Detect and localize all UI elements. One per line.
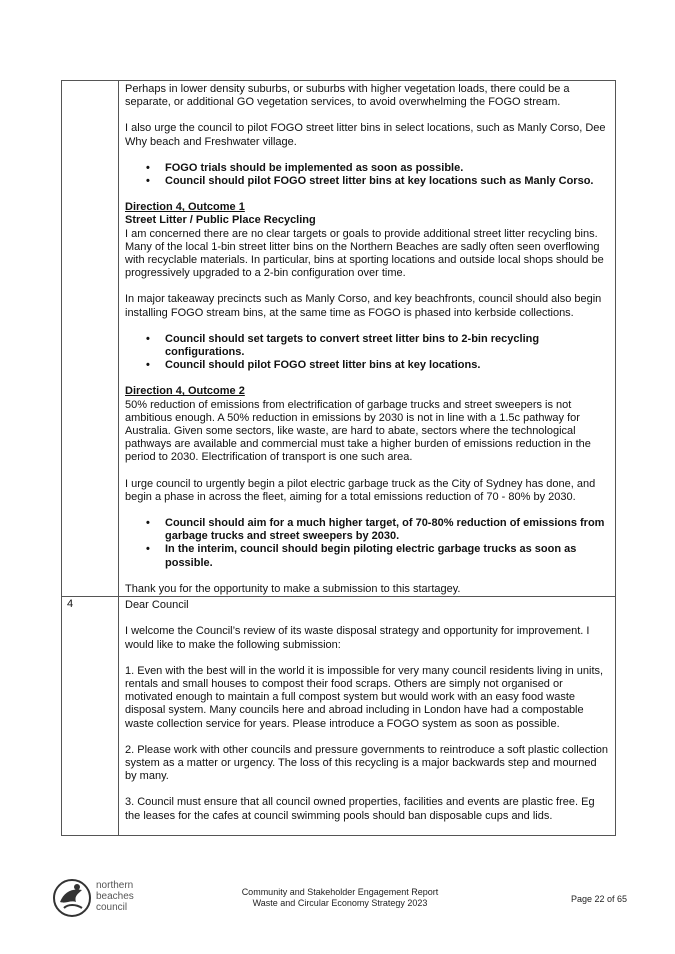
row-number-cell (62, 81, 119, 597)
page-number: Page 22 of 65 (570, 894, 627, 904)
paragraph: In major takeaway precincts such as Manly Corso, and key beachfronts, council should also begin installing FOGO stream bins, at the same time as FOGO is phased into kerbside collections. (125, 293, 602, 319)
report-title-line: Community and Stakeholder Engagement Report (241, 887, 439, 897)
submissions-table (61, 80, 616, 836)
list-item: • Council should pilot FOGO street litter bins at key locations. (165, 359, 610, 372)
report-subtitle-line: Waste and Circular Economy Strategy 2023 (252, 898, 428, 908)
submission-text-cell (119, 597, 616, 836)
paragraph: I also urge the council to pilot FOGO street litter bins in select locations, such as Manly Corso, Dee Why beach and Freshwater village. (125, 122, 606, 148)
council-logo-text (96, 880, 134, 913)
bullet-list (125, 333, 610, 373)
report-title (220, 887, 460, 909)
paragraph: 50% reduction of emissions from electrification of garbage trucks and street sweepers is not ambitious enough. A 50% reduction in emissions by 2030 is not in line with a 1.5c pathway for Australia. Given some sectors, like waste, are hard to abate, sectors where the technological pathways are available and commercial must take a higher burden of emissions reduction in the period to 2030. Electrification of transport is one such area. (125, 398, 591, 464)
submission-text-cell (119, 81, 616, 597)
table-row (62, 81, 616, 597)
paragraph: 1. Even with the best will in the world it is impossible for very many council residents living in units, rentals and small houses to compost their food scraps. Others are simply not organised or motivated enough to maintain a full compost system but would work with an easy food waste disposal system. Many councils here and abroad including in London have had a compostable waste collection service for years. Please introduce a FOGO system as soon as possible. (125, 664, 604, 730)
list-item: • In the interim, council should begin piloting electric garbage trucks as soon as possible. (165, 543, 610, 569)
paragraph: 3. Council must ensure that all council owned properties, facilities and events are plastic free. Eg the leases for the cafes at council swimming pools should ban disposable cups and lids. (125, 796, 595, 822)
list-item: • FOGO trials should be implemented as soon as possible. (165, 162, 610, 175)
paragraph: Perhaps in lower density suburbs, or suburbs with higher vegetation loads, there could be a separate, or additional GO vegetation services, to avoid overwhelming the FOGO stream. (125, 83, 570, 109)
section-subheading: Street Litter / Public Place Recycling (125, 214, 316, 227)
bullet-list (125, 162, 610, 188)
paragraph: 2. Please work with other councils and pressure governments to reintroduce a soft plastic collection system as a matter or urgency. The loss of this recycling is a major backwards step and mourned by many. (125, 743, 609, 783)
paragraph: I welcome the Council’s review of its waste disposal strategy and opportunity for improvement. I would like to make the following submission: (125, 625, 590, 651)
section-heading: Direction 4, Outcome 1 (125, 201, 245, 214)
logo-line: beaches (96, 891, 134, 902)
council-logo-icon (52, 878, 92, 918)
bullet-list (125, 517, 610, 570)
closing-line: Thank you for the opportunity to make a submission to this startagey. (125, 582, 461, 595)
row-number-cell: 4 (62, 597, 119, 836)
paragraph: I am concerned there are no clear targets or goals to provide additional street litter recycling bins. Many of the local 1-bin street litter bins on the Northern Beaches are sadly often seen overflowing with recyclable materials. In particular, bins at sporting locations and outside local shops should be progressively upgraded to a 2-bin configuration over time. (125, 227, 604, 280)
list-item: • Council should set targets to convert street litter bins to 2-bin recycling configurations. (165, 333, 610, 359)
greeting: Dear Council (125, 599, 189, 612)
section-heading: Direction 4, Outcome 2 (125, 385, 245, 398)
logo-line: council (96, 902, 128, 913)
list-item: • Council should pilot FOGO street litter bins at key locations such as Manly Corso. (165, 175, 610, 188)
paragraph: I urge council to urgently begin a pilot electric garbage truck as the City of Sydney has done, and begin a phase in across the fleet, aiming for a total emissions reduction of 70 - 80% by 2030. (125, 477, 596, 503)
logo-line: northern (96, 880, 134, 891)
page-footer (0, 872, 675, 932)
list-item: • Council should aim for a much higher target, of 70-80% reduction of emissions from garbage trucks and street sweepers by 2030. (165, 517, 610, 543)
table-row (62, 597, 616, 836)
